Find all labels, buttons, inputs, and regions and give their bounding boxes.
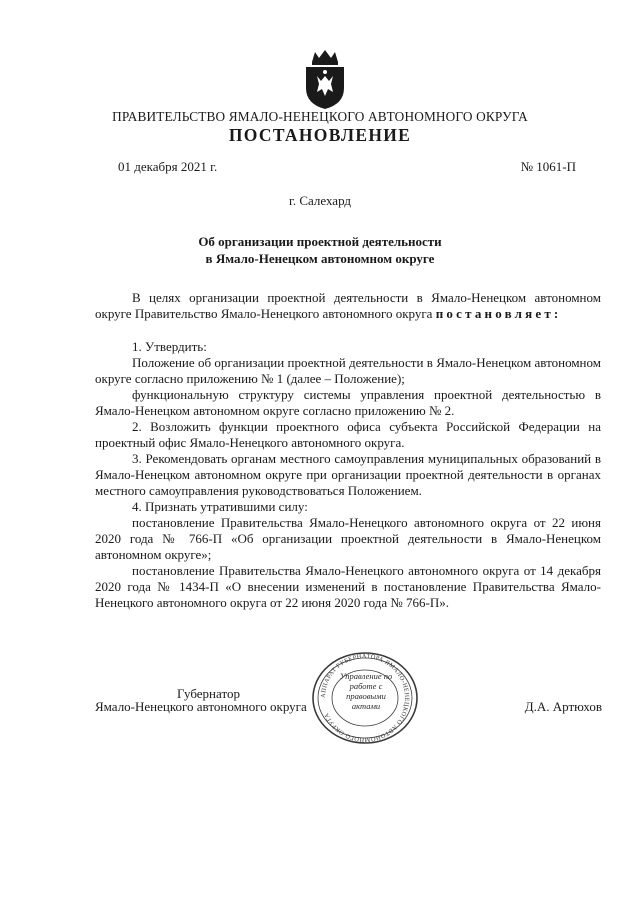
city: г. Салехард (288, 193, 352, 208)
signatory-name: Д.А. Артюхов (524, 699, 602, 714)
government-name: ПРАВИТЕЛЬСТВО ЯМАЛО-НЕНЕЦКОГО АВТОНОМНОГО ОКРУГА (112, 109, 528, 124)
stamp-center-text: Управление по работе с правовыми актами (339, 671, 393, 711)
decree-date: 01 декабря 2021 г. (118, 159, 218, 174)
stamp-ring-text: АППАРАТ ГУБЕРНАТОРА ЯМАЛО-НЕНЕЦКОГО АВТОНОМНОГО ОКРУГА (319, 652, 411, 744)
heading-line-1: Об организации проектной деятельности (198, 234, 442, 249)
document-body (95, 290, 601, 611)
document-type: ПОСТАНОВЛЕНИЕ (228, 125, 412, 145)
preamble (95, 290, 601, 322)
resolve-word: постановляет: (435, 306, 562, 321)
coat-of-arms-emblem (300, 48, 350, 110)
paragraph-4-title: 4. Признать утратившими силу: (132, 499, 308, 514)
decree-number: № 1061-П (520, 159, 576, 174)
preamble-text: В целях организации проектной деятельности в Ямало-Ненецком автономном округе Правительство Ямало-Ненецкого автономного округа (95, 290, 601, 321)
paragraph-1-title: 1. Утвердить: (132, 339, 207, 354)
paragraph-4-item-2: постановление Правительства Ямало-Ненецкого автономного округа от 14 декабря 2020 года № 1434-П «О внесении изменений в постановление Правительства Ямало-Ненецкого автономного округа от 22 июня 2020 года № 766-П». (95, 563, 601, 610)
heading-line-2: в Ямало-Ненецком автономном округе (205, 251, 435, 266)
paragraph-3: 3. Рекомендовать органам местного самоуправления муниципальных образований в Ямало-Ненецком автономном округе при организации проектной деятельности в органах местного самоуправления руководствоваться Положением. (95, 451, 601, 498)
signatory-region: Ямало-Ненецкого автономного округа (95, 699, 307, 714)
paragraph-1-item-2: функциональную структуру системы управления проектной деятельностью в Ямало-Ненецком автономном округе согласно приложению № 2. (95, 387, 601, 418)
document-heading (0, 233, 640, 267)
paragraph-2: 2. Возложить функции проектного офиса субъекта Российской Федерации на проектный офис Ямало-Ненецкого автономного округа. (95, 419, 601, 450)
paragraph-4-item-1: постановление Правительства Ямало-Ненецкого автономного округа от 22 июня 2020 года № 766-П «Об организации проектной деятельности в Ямало-Ненецком автономном округе»; (95, 515, 601, 562)
paragraph-1-item-1: Положение об организации проектной деятельности в Ямало-Ненецком автономном округе согласно приложению № 1 (далее – Положение); (95, 355, 601, 386)
signatory-title: Губернатор (177, 686, 240, 701)
